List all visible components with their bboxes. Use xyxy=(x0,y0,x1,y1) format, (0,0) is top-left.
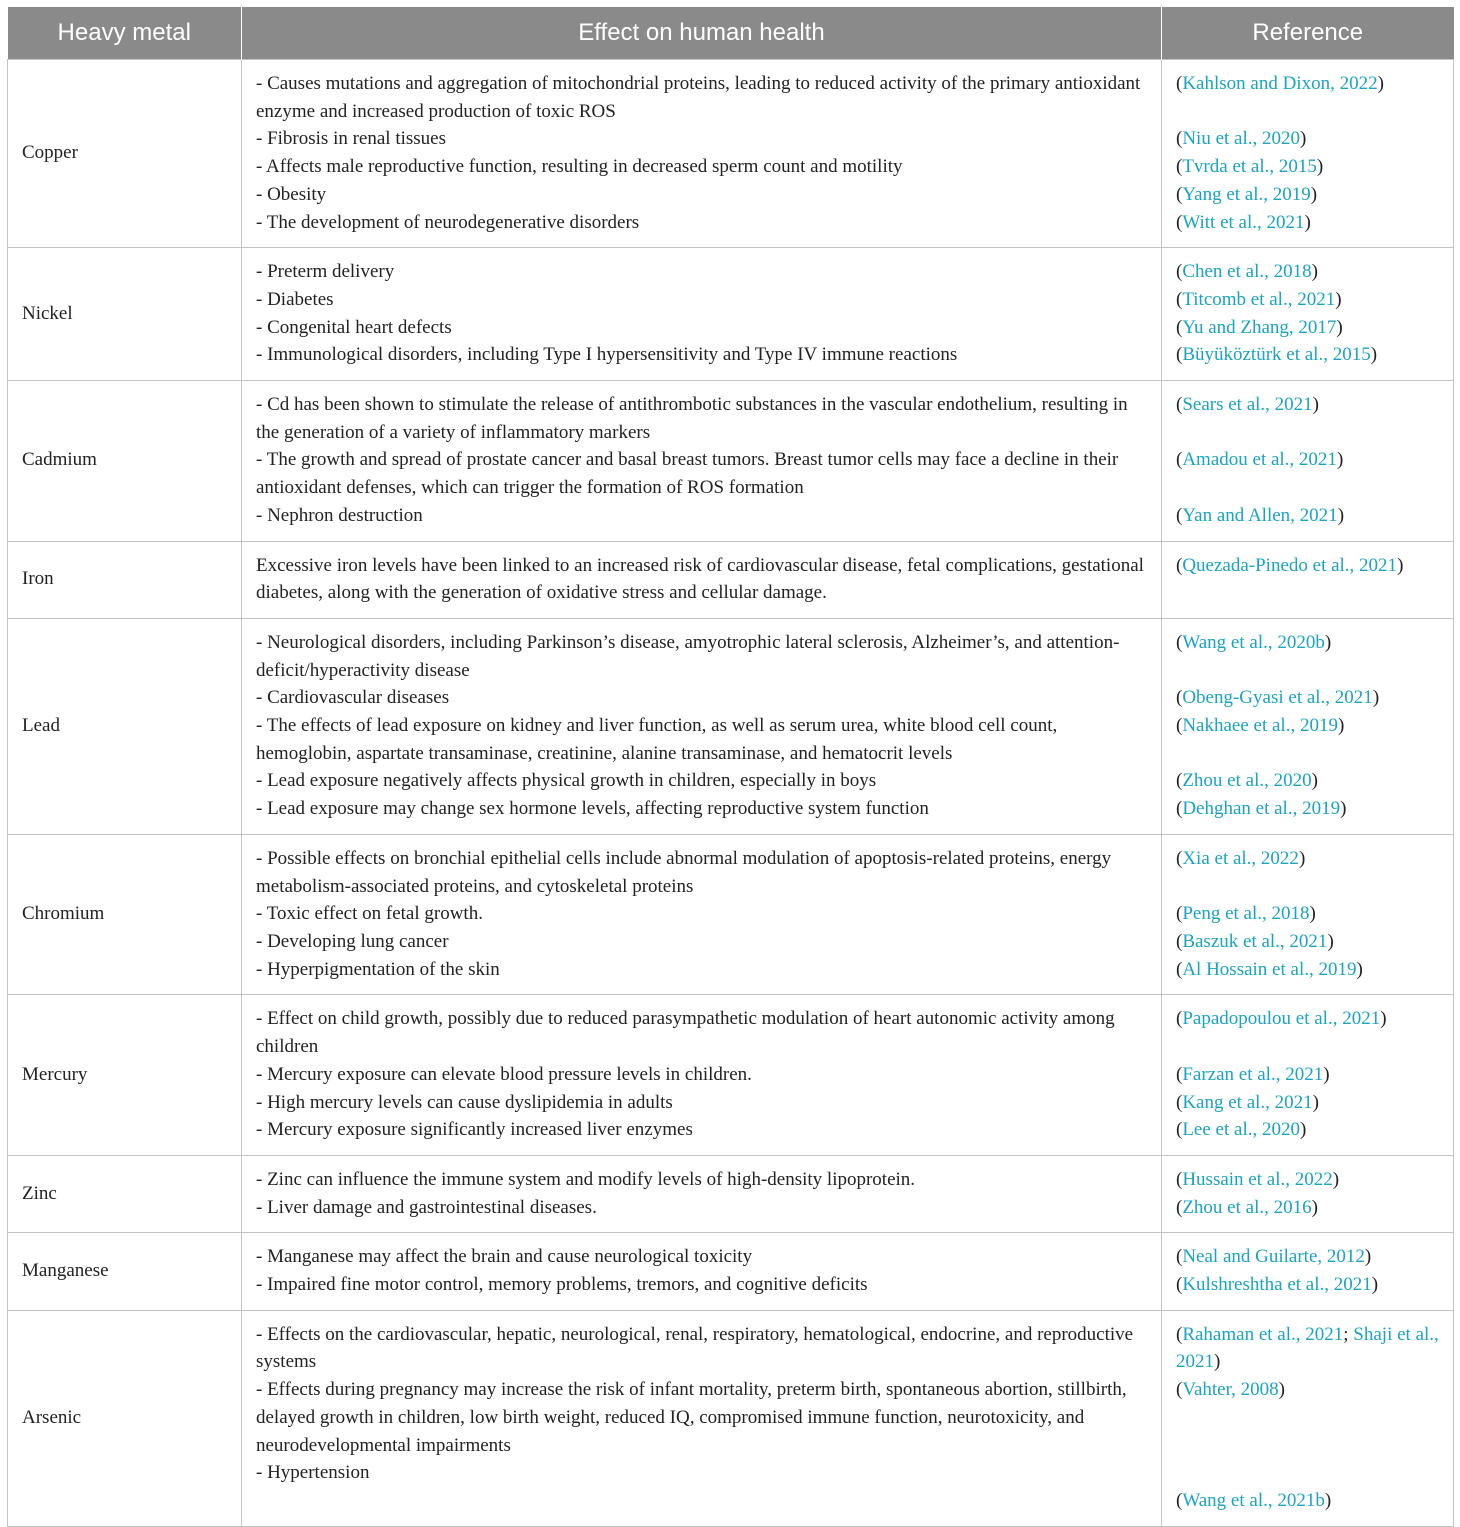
effect-item: - Zinc can influence the immune system and modify levels of high-density lipoprotein. xyxy=(256,1168,916,1190)
reference-entry: (Sears et al., 2021) xyxy=(1176,394,1319,416)
reference-entry: (Neal and Guilarte, 2012) xyxy=(1176,1246,1372,1268)
reference-cell xyxy=(1162,541,1454,618)
effect-item: - Toxic effect on fetal growth. xyxy=(256,903,483,925)
heavy-metal-cell: Copper xyxy=(8,60,242,248)
table-row xyxy=(8,1155,1454,1232)
reference-entry: (Rahaman et al., 2021; Shaji et al., 2021) xyxy=(1176,1323,1439,1373)
heavy-metal-cell: Chromium xyxy=(8,834,242,995)
reference-entry: (Zhou et al., 2016) xyxy=(1176,1196,1318,1218)
reference-entry: (Kulshreshtha et al., 2021) xyxy=(1176,1274,1379,1296)
reference-entry: (Quezada-Pinedo et al., 2021) xyxy=(1176,554,1404,576)
reference-entry: (Wang et al., 2020b) xyxy=(1176,631,1332,653)
reference-link[interactable]: Lee et al., 2020 xyxy=(1182,1119,1300,1141)
reference-link[interactable]: Baszuk et al., 2021 xyxy=(1182,930,1328,952)
reference-link[interactable]: Wang et al., 2020b xyxy=(1182,631,1325,653)
reference-link[interactable]: Hussain et al., 2022 xyxy=(1182,1168,1333,1190)
reference-entry: (Yan and Allen, 2021) xyxy=(1176,504,1345,526)
effect-item: - The growth and spread of prostate cancer and basal breast tumors. Breast tumor cells may face a decline in their antioxidant defenses, which can trigger the formation of ROS formation xyxy=(256,449,1119,499)
effect-item: - Cardiovascular diseases xyxy=(256,687,450,709)
reference-entry: (Hussain et al., 2022) xyxy=(1176,1168,1340,1190)
effect-item: - Obesity xyxy=(256,183,327,205)
reference-entry: (Peng et al., 2018) xyxy=(1176,903,1316,925)
effect-item: - Lead exposure negatively affects physical growth in children, especially in boys xyxy=(256,770,877,792)
effect-cell xyxy=(242,834,1162,995)
effect-item: - Preterm delivery xyxy=(256,261,395,283)
reference-entry: (Büyüköztürk et al., 2015) xyxy=(1176,344,1378,366)
heavy-metal-cell: Manganese xyxy=(8,1233,242,1310)
reference-link[interactable]: Chen et al., 2018 xyxy=(1182,261,1312,283)
column-header-heavy-metal: Heavy metal xyxy=(8,7,242,60)
effect-cell xyxy=(242,1310,1162,1526)
reference-cell xyxy=(1162,1155,1454,1232)
reference-entry: (Niu et al., 2020) xyxy=(1176,128,1307,150)
reference-link[interactable]: Papadopoulou et al., 2021 xyxy=(1182,1008,1381,1030)
reference-entry: (Tvrda et al., 2015) xyxy=(1176,156,1324,178)
effect-item: - Immunological disorders, including Type I hypersensitivity and Type IV immune reactions xyxy=(256,344,958,366)
table-row xyxy=(8,1233,1454,1310)
reference-link[interactable]: Yu and Zhang, 2017 xyxy=(1182,316,1337,338)
effect-item: - Hypertension xyxy=(256,1462,370,1484)
reference-entry: (Wang et al., 2021b) xyxy=(1176,1489,1332,1511)
reference-link[interactable]: Kahlson and Dixon, 2022 xyxy=(1182,73,1378,94)
reference-cell xyxy=(1162,834,1454,995)
effect-cell xyxy=(242,1233,1162,1310)
reference-link[interactable]: Tvrda et al., 2015 xyxy=(1182,156,1317,178)
effect-item: - High mercury levels can cause dyslipidemia in adults xyxy=(256,1091,673,1113)
effect-item: - The development of neurodegenerative disorders xyxy=(256,211,640,233)
effect-item: - Congenital heart defects xyxy=(256,316,452,338)
reference-link[interactable]: Zhou et al., 2016 xyxy=(1182,1196,1312,1218)
table-row xyxy=(8,1310,1454,1526)
reference-link[interactable]: Rahaman et al., 2021 xyxy=(1182,1323,1344,1345)
reference-link[interactable]: Al Hossain et al., 2019 xyxy=(1182,958,1357,980)
reference-link[interactable]: Yang et al., 2019 xyxy=(1182,183,1311,205)
reference-entry: (Yu and Zhang, 2017) xyxy=(1176,316,1343,338)
reference-link[interactable]: Dehghan et al., 2019 xyxy=(1182,798,1341,820)
reference-link[interactable]: Quezada-Pinedo et al., 2021 xyxy=(1182,554,1398,576)
heavy-metal-cell: Zinc xyxy=(8,1155,242,1232)
reference-cell xyxy=(1162,618,1454,834)
reference-entry: (Yang et al., 2019) xyxy=(1176,183,1318,205)
reference-entry: (Kang et al., 2021) xyxy=(1176,1091,1319,1113)
effect-cell xyxy=(242,541,1162,618)
effect-item: - Affects male reproductive function, resulting in decreased sperm count and motility xyxy=(256,156,903,178)
reference-entry: (Chen et al., 2018) xyxy=(1176,261,1318,283)
table-header-row xyxy=(8,7,1454,60)
reference-link[interactable]: Niu et al., 2020 xyxy=(1182,128,1301,150)
effect-item: - Nephron destruction xyxy=(256,504,423,526)
heavy-metal-cell: Nickel xyxy=(8,248,242,381)
effect-cell xyxy=(242,995,1162,1156)
reference-link[interactable]: Witt et al., 2021 xyxy=(1182,211,1305,233)
column-header-effect: Effect on human health xyxy=(242,7,1162,60)
effect-cell xyxy=(242,1155,1162,1232)
reference-link[interactable]: Farzan et al., 2021 xyxy=(1182,1063,1324,1085)
effect-item: - Mercury exposure can elevate blood pressure levels in children. xyxy=(256,1063,752,1085)
reference-entry: (Amadou et al., 2021) xyxy=(1176,449,1344,471)
effect-item: - Developing lung cancer xyxy=(256,930,449,952)
effect-cell xyxy=(242,381,1162,542)
effect-item: - Lead exposure may change sex hormone levels, affecting reproductive system function xyxy=(256,798,929,820)
reference-link[interactable]: Yan and Allen, 2021 xyxy=(1182,504,1338,526)
reference-cell xyxy=(1162,1310,1454,1526)
reference-link[interactable]: Büyüköztürk et al., 2015 xyxy=(1182,344,1371,366)
reference-entry: (Baszuk et al., 2021) xyxy=(1176,930,1334,952)
reference-cell xyxy=(1162,995,1454,1156)
effect-item: - Effects during pregnancy may increase the risk of infant mortality, preterm birth, spontaneous abortion, stillbirth, delayed growth in children, low birth weight, reduced IQ, compromised immune function, neurotoxicity, and neurodevelopmental impairments xyxy=(256,1379,1127,1456)
table-row xyxy=(8,541,1454,618)
reference-cell xyxy=(1162,60,1454,248)
reference-entry: (Zhou et al., 2020) xyxy=(1176,770,1318,792)
table-row xyxy=(8,248,1454,381)
effect-item: - Manganese may affect the brain and cause neurological toxicity xyxy=(256,1246,753,1268)
effect-cell xyxy=(242,248,1162,381)
reference-entry: (Lee et al., 2020) xyxy=(1176,1119,1307,1141)
reference-link[interactable]: Kang et al., 2021 xyxy=(1182,1091,1313,1113)
effect-item: - The effects of lead exposure on kidney and liver function, as well as serum urea, white blood cell count, hemoglobin, aspartate transaminase, creatinine, alanine transaminase, and hematocrit levels xyxy=(256,715,1058,764)
heavy-metal-cell: Iron xyxy=(8,541,242,618)
effect-item: - Causes mutations and aggregation of mitochondrial proteins, leading to reduced activity of the primary antioxidant enzyme and increased production of toxic ROS xyxy=(256,73,1141,122)
reference-link[interactable]: Kulshreshtha et al., 2021 xyxy=(1182,1274,1372,1296)
reference-entry: (Obeng-Gyasi et al., 2021) xyxy=(1176,687,1380,709)
effect-item: - Liver damage and gastrointestinal diseases. xyxy=(256,1196,597,1218)
effect-item: - Impaired fine motor control, memory problems, tremors, and cognitive deficits xyxy=(256,1274,868,1296)
effect-item: - Effects on the cardiovascular, hepatic, neurological, renal, respiratory, hematological, endocrine, and reproductive systems xyxy=(256,1323,1134,1373)
table-row xyxy=(8,618,1454,834)
heavy-metal-cell: Mercury xyxy=(8,995,242,1156)
reference-entry: (Farzan et al., 2021) xyxy=(1176,1063,1330,1085)
reference-link[interactable]: Wang et al., 2021b xyxy=(1182,1489,1325,1511)
reference-entry: (Xia et al., 2022) xyxy=(1176,847,1306,869)
effect-item: - Effect on child growth, possibly due to reduced parasympathetic modulation of heart autonomic activity among children xyxy=(256,1008,1115,1058)
table-row xyxy=(8,60,1454,248)
effect-item: - Fibrosis in renal tissues xyxy=(256,128,446,150)
effect-item: Excessive iron levels have been linked to an increased risk of cardiovascular disease, fetal complications, gestational diabetes, along with the generation of oxidative stress and cellular damage. xyxy=(256,554,1144,604)
reference-entry: (Dehghan et al., 2019) xyxy=(1176,798,1347,820)
effect-cell xyxy=(242,618,1162,834)
reference-entry: (Vahter, 2008) xyxy=(1176,1379,1285,1401)
table-body xyxy=(8,60,1454,1527)
reference-cell xyxy=(1162,248,1454,381)
effect-item: - Hyperpigmentation of the skin xyxy=(256,958,500,980)
effect-item: - Cd has been shown to stimulate the release of antithrombotic substances in the vascular endothelium, resulting in the generation of a variety of inflammatory markers xyxy=(256,394,1128,443)
reference-link[interactable]: Sears et al., 2021 xyxy=(1182,394,1313,416)
reference-link[interactable]: Vahter, 2008 xyxy=(1182,1379,1279,1401)
reference-link[interactable]: Amadou et al., 2021 xyxy=(1182,449,1337,471)
table-row xyxy=(8,381,1454,542)
effect-cell xyxy=(242,60,1162,248)
heavy-metal-cell: Lead xyxy=(8,618,242,834)
reference-link[interactable]: Obeng-Gyasi et al., 2021 xyxy=(1182,687,1373,709)
effect-item: - Possible effects on bronchial epithelial cells include abnormal modulation of apoptosis-related proteins, energy metabolism-associated proteins, and cytoskeletal proteins xyxy=(256,847,1112,897)
reference-link[interactable]: Zhou et al., 2020 xyxy=(1182,770,1312,792)
reference-link[interactable]: Shaji et al., 2021 xyxy=(1176,1323,1439,1373)
reference-link[interactable]: Xia et al., 2022 xyxy=(1182,847,1299,869)
reference-link[interactable]: Nakhaee et al., 2019 xyxy=(1182,715,1338,737)
reference-entry: (Titcomb et al., 2021) xyxy=(1176,288,1342,310)
table-row xyxy=(8,995,1454,1156)
reference-cell xyxy=(1162,1233,1454,1310)
reference-entry: (Nakhaee et al., 2019) xyxy=(1176,715,1345,737)
heavy-metal-cell: Cadmium xyxy=(8,381,242,542)
reference-link[interactable]: Neal and Guilarte, 2012 xyxy=(1182,1246,1365,1268)
effect-item: - Neurological disorders, including Parkinson’s disease, amyotrophic lateral sclerosis, Alzheimer’s, and attention-deficit/hyperactivity disease xyxy=(256,631,1120,681)
table-row xyxy=(8,834,1454,995)
reference-entry: (Kahlson and Dixon, 2022) xyxy=(1176,73,1384,94)
effects-table xyxy=(7,7,1454,1527)
effect-item: - Diabetes xyxy=(256,288,334,310)
reference-entry: (Witt et al., 2021) xyxy=(1176,211,1311,233)
reference-link[interactable]: Peng et al., 2018 xyxy=(1182,903,1310,925)
reference-entry: (Al Hossain et al., 2019) xyxy=(1176,958,1363,980)
reference-cell xyxy=(1162,381,1454,542)
effect-item: - Mercury exposure significantly increased liver enzymes xyxy=(256,1119,693,1141)
column-header-reference: Reference xyxy=(1162,7,1454,60)
reference-entry: (Papadopoulou et al., 2021) xyxy=(1176,1008,1387,1030)
reference-link[interactable]: Titcomb et al., 2021 xyxy=(1182,288,1336,310)
heavy-metal-cell: Arsenic xyxy=(8,1310,242,1526)
